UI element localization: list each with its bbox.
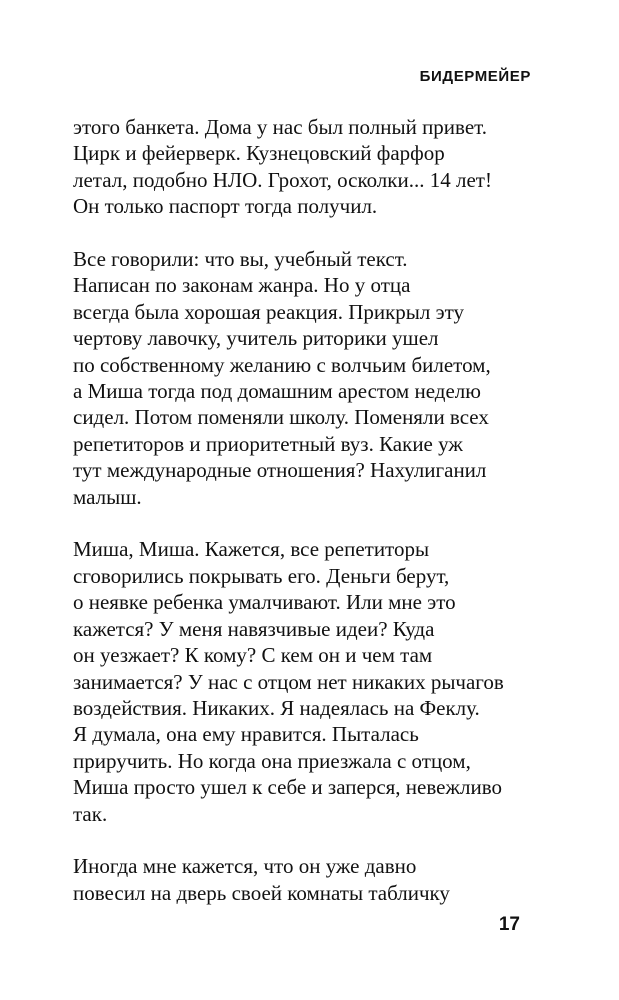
text-line: а Миша тогда под домашним арестом неделю [73, 379, 481, 404]
text-line: летал, подобно НЛО. Грохот, осколки... 14 лет! [73, 167, 492, 192]
page-number: 17 [498, 914, 520, 935]
text-line: сидел. Потом поменяли школу. Поменяли всех [73, 405, 489, 430]
text-line: чертову лавочку, учитель риторики ушел [73, 326, 439, 351]
text-line: Написан по законам жанра. Но у отца [73, 273, 411, 298]
text-line: так. [73, 801, 108, 826]
text-line: приручить. Но когда она приезжала с отцом, [73, 748, 471, 773]
text-line: Иногда мне кажется, что он уже давно [73, 854, 417, 879]
text-line: воздействия. Никаких. Я надеялась на Феклу. [73, 695, 480, 720]
paragraph [73, 114, 553, 220]
text-line: малыш. [73, 484, 142, 509]
paragraph [73, 853, 553, 906]
running-header: БИДЕРМЕЙЕР [419, 68, 531, 85]
text-line: репетиторов и приоритетный вуз. Какие уж [73, 431, 463, 456]
text-line: этого банкета. Дома у нас был полный привет. [73, 115, 488, 139]
text-line: Миша просто ушел к себе и заперся, невежливо [73, 775, 502, 800]
text-line: Он только паспорт тогда получил. [73, 194, 378, 219]
paragraph [73, 246, 553, 510]
text-line: по собственному желанию с волчьим билетом, [73, 352, 491, 377]
text-line: кажется? У меня навязчивые идеи? Куда [73, 616, 435, 641]
text-line: повесил на дверь своей комнаты табличку [73, 880, 450, 905]
text-line: Цирк и фейерверк. Кузнецовский фарфор [73, 141, 445, 166]
text-line: сговорились покрывать его. Деньги берут, [73, 563, 450, 588]
body-text [73, 114, 553, 933]
text-line: занимается? У нас с отцом нет никаких рычагов [73, 669, 504, 694]
text-line: Я думала, она ему нравится. Пыталась [73, 722, 419, 747]
text-line: всегда была хорошая реакция. Прикрыл эту [73, 299, 465, 324]
text-line: Миша, Миша. Кажется, все репетиторы [73, 537, 430, 562]
text-line: о неявке ребенка умалчивают. Или мне это [73, 590, 456, 615]
text-line: Все говорили: что вы, учебный текст. [73, 247, 408, 272]
paragraph [73, 536, 553, 826]
text-line: тут международные отношения? Нахулиганил [73, 458, 487, 483]
text-line: он уезжает? К кому? С кем он и чем там [73, 643, 433, 668]
